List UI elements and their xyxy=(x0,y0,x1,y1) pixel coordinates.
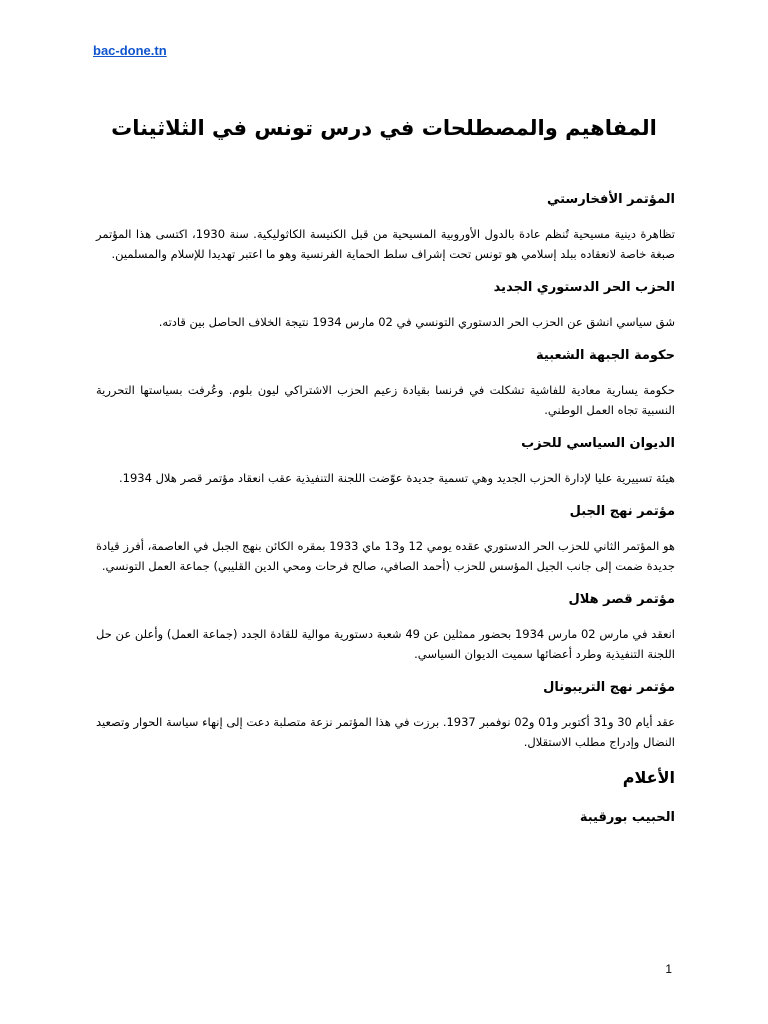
section-heading: مؤتمر نهج التريبونال xyxy=(543,680,675,695)
section-definition: هو المؤتمر الثاني للحزب الحر الدستوري عقده يومي 12 و13 ماي 1933 بمقره الكائن بنهج الجبل في العاصمة، أفرز قيادة جديدة ضمت إلى جانب الجيل المؤسس للحزب (أحمد الصافي، صالح فرحات ومحي الدين القليبي) جماعة العمل التونسي. xyxy=(96,539,675,573)
section-jebel-street-congress xyxy=(96,502,675,576)
person-heading: الحبيب بورقيبة xyxy=(579,810,675,825)
document-body xyxy=(96,190,675,828)
section-ksar-hellal-congress xyxy=(96,590,675,664)
section-heading: حكومة الجبهة الشعبية xyxy=(536,348,675,363)
figures-heading: الأعلام xyxy=(622,768,675,787)
site-link[interactable]: bac-done.tn xyxy=(93,43,167,58)
section-political-bureau xyxy=(96,434,675,488)
section-tribunal-street-congress xyxy=(96,678,675,752)
section-definition: انعقد في مارس 02 مارس 1934 بحضور ممثلين عن 49 شعبة دستورية موالية للقادة الجدد (جماعة العمل) وأعلن عن حل اللجنة التنفيذية وطرد أعضائها سميت الديوان السياسي. xyxy=(96,627,675,661)
section-definition: هيئة تسييرية عليا لإدارة الحزب الجديد وهي تسمية جديدة عوّضت اللجنة التنفيذية عقب انعقاد مؤتمر قصر هلال 1934. xyxy=(118,471,675,485)
section-definition: تظاهرة دينية مسيحية تُنظم عادة بالدول الأوروبية المسيحية من قبل الكنيسة الكاثوليكية. سنة 1930، اكتسى هذا المؤتمر صبغة خاصة لانعقاده ببلد إسلامي هو تونس تحت إشراف سلط الحماية الفرنسية وهو ما اعتبر تهديدا للإسلام والمسلمين. xyxy=(96,227,675,261)
section-heading: مؤتمر قصر هلال xyxy=(568,592,675,607)
page-title: المفاهيم والمصطلحات في درس تونس في الثلاثينات xyxy=(111,116,657,140)
section-definition: عقد أيام 30 و31 أكتوبر و01 و02 نوفمبر 1937. برزت في هذا المؤتمر نزعة متصلبة دعت إلى إنهاء سياسة الحوار وتصعيد النضال وإدراج مطلب الاستقلال. xyxy=(96,715,675,749)
section-heading: المؤتمر الأفخارستي xyxy=(546,192,675,207)
section-definition: شق سياسي انشق عن الحزب الحر الدستوري التونسي في 02 مارس 1934 نتيجة الخلاف الحاصل بين قادته. xyxy=(158,315,675,329)
section-definition: حكومة يسارية معادية للفاشية تشكلت في فرنسا بقيادة زعيم الحزب الاشتراكي ليون بلوم. وعُرفت بسياستها التحررية النسبية تجاه العمل الوطني. xyxy=(96,383,675,417)
section-heading: الحزب الحر الدستوري الجديد xyxy=(493,280,675,295)
section-neo-destour xyxy=(96,278,675,332)
page-number: 1 xyxy=(665,962,672,976)
section-popular-front xyxy=(96,346,675,420)
section-eucharistic-congress xyxy=(96,190,675,264)
section-heading: مؤتمر نهج الجبل xyxy=(569,504,675,519)
section-heading: الديوان السياسي للحزب xyxy=(521,436,675,451)
